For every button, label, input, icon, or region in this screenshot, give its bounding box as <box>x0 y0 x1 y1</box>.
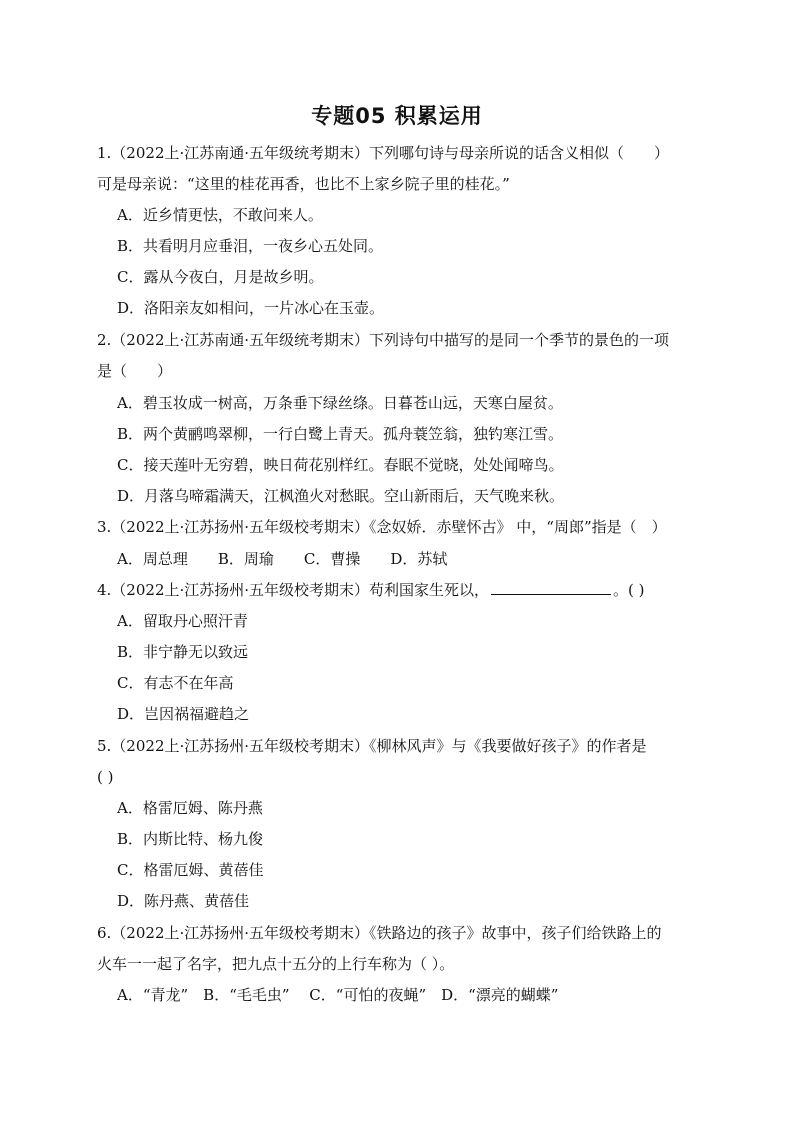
question-5-option-b: B．内斯比特、杨九俊 <box>117 830 264 848</box>
question-3-stem: 3.（2022上·江苏扬州·五年级校考期末）《念奴娇．赤壁怀古》 中，“周郎”指是（ ） <box>97 518 667 536</box>
question-1-option-c: C．露从今夜白，月是故乡明。 <box>117 268 324 286</box>
answer-blank <box>491 580 611 595</box>
question-4-option-d: D．岂因祸福避趋之 <box>117 705 250 723</box>
question-3-options: A．周总理 B．周瑜 C．曹操 D．苏轼 <box>117 550 448 568</box>
page-title: 专题05 积累运用 <box>311 104 483 128</box>
question-5-option-d: D．陈丹燕、黄蓓佳 <box>117 892 250 910</box>
question-5-stem-line-2: ( ) <box>97 768 114 786</box>
question-4-stem-before: 4.（2022上·江苏扬州·五年级校考期末）苟利国家生死以， <box>97 581 490 599</box>
question-1-option-b: B．共看明月应垂泪，一夜乡心五处同。 <box>117 237 384 255</box>
question-1-option-d: D．洛阳亲友如相问，一片冰心在玉壶。 <box>117 299 385 317</box>
question-1-option-a: A．近乡情更怯，不敢问来人。 <box>117 206 323 224</box>
question-5-option-a: A．格雷厄姆、陈丹燕 <box>117 799 263 817</box>
question-2-stem-line-1: 2.（2022上·江苏南通·五年级统考期末）下列诗句中描写的是同一个季节的景色的一项 <box>97 331 670 349</box>
question-4-option-b: B．非宁静无以致远 <box>117 643 249 661</box>
question-5-option-c: C．格雷厄姆、黄蓓佳 <box>117 861 264 879</box>
question-4-stem <box>97 580 645 600</box>
question-2-stem-line-2: 是（ ） <box>97 362 173 380</box>
question-1-stem-line-2: 可是母亲说：“这里的桂花再香，也比不上家乡院子里的桂花。” <box>97 175 510 193</box>
question-2-option-c: C．接天莲叶无穷碧，映日荷花别样红。春眠不觉晓，处处闻啼鸟。 <box>117 456 564 474</box>
question-4-option-c: C．有志不在年高 <box>117 674 234 692</box>
question-4-stem-after: 。( ) <box>613 581 645 599</box>
question-2-option-a: A．碧玉妆成一树高，万条垂下绿丝绦。日暮苍山远，天寒白屋贫。 <box>117 394 563 412</box>
question-2-option-b: B．两个黄鹂鸣翠柳，一行白鹭上青天。孤舟蓑笠翁，独钓寒江雪。 <box>117 425 564 443</box>
question-4-option-a: A．留取丹心照汗青 <box>117 612 248 630</box>
question-5-stem-line-1: 5.（2022上·江苏扬州·五年级校考期末）《柳林风声》与《我要做好孩子》的作者是 <box>97 737 647 755</box>
question-2-option-d: D．月落乌啼霜满天，江枫渔火对愁眠。空山新雨后，天气晚来秋。 <box>117 487 565 505</box>
question-6-stem-line-2: 火车一一起了名字，把九点十五分的上行车称为（ ）。 <box>97 955 455 973</box>
question-6-stem-line-1: 6.（2022上·江苏扬州·五年级校考期末）《铁路边的孩子》故事中，孩子们给铁路上的 <box>97 924 662 942</box>
question-1-stem-line-1: 1.（2022上·江苏南通·五年级统考期末）下列哪句诗与母亲所说的话含义相似（ ） <box>97 144 670 162</box>
question-6-options: A．“青龙” B．“毛毛虫” C．“可怕的夜蝇” D．“漂亮的蝴蝶” <box>117 986 559 1004</box>
